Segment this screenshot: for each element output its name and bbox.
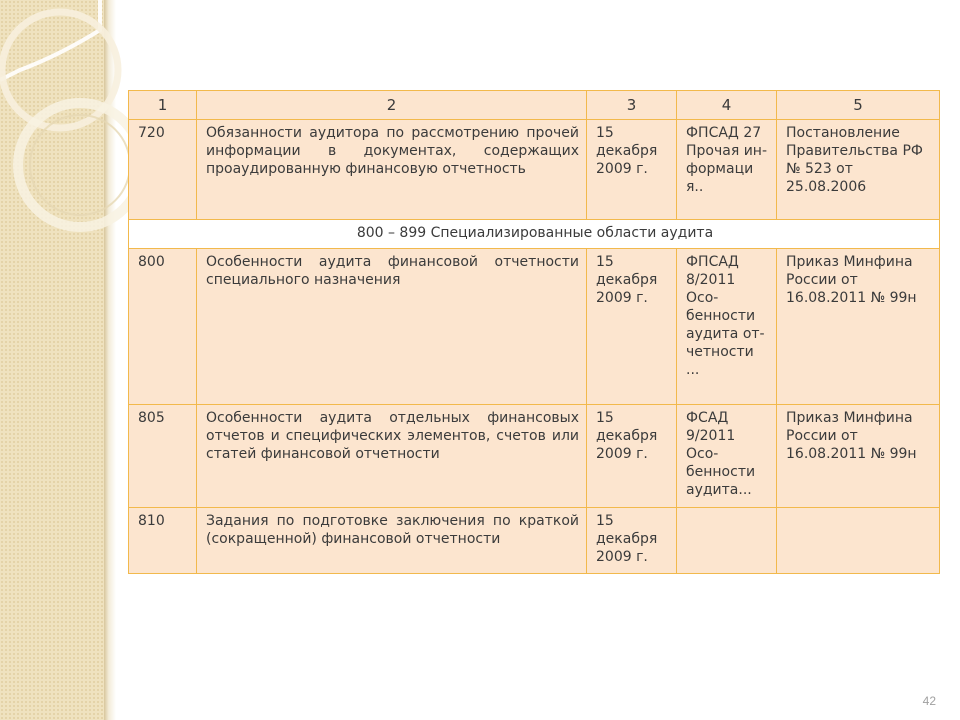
legal-act: Постановление Правительства РФ № 523 от 25.08.2006 <box>777 120 940 220</box>
standard-title: Особенности аудита отдельных финансовых отчетов и специфических элементов, счетов или статей финансовой отчетности <box>197 405 587 508</box>
legal-act <box>777 508 940 574</box>
column-header-4: 4 <box>677 91 777 120</box>
page-number: 42 <box>922 694 936 708</box>
legal-act: Приказ Минфина России от 16.08.2011 № 99н <box>777 249 940 405</box>
standard-title: Особенности аудита финансовой отчетности специального назначения <box>197 249 587 405</box>
standard-code: 800 <box>129 249 197 405</box>
federal-standard <box>677 508 777 574</box>
effective-date: 15 декабря 2009 г. <box>587 508 677 574</box>
section-row <box>129 220 940 249</box>
federal-standard: ФПСАД 8/2011 Осо-бенности аудита от-четности ... <box>677 249 777 405</box>
legal-act: Приказ Минфина России от 16.08.2011 № 99н <box>777 405 940 508</box>
federal-standard: ФПСАД 27 Прочая ин-формаци я.. <box>677 120 777 220</box>
standard-code: 805 <box>129 405 197 508</box>
standards-table <box>128 90 940 574</box>
standard-code: 810 <box>129 508 197 574</box>
table-row <box>129 120 940 220</box>
effective-date: 15 декабря 2009 г. <box>587 405 677 508</box>
column-header-5: 5 <box>777 91 940 120</box>
table-row <box>129 405 940 508</box>
section-range: 800 – 899 <box>356 225 427 241</box>
effective-date: 15 декабря 2009 г. <box>587 120 677 220</box>
effective-date: 15 декабря 2009 г. <box>587 249 677 405</box>
column-header-1: 1 <box>129 91 197 120</box>
side-panel-edge <box>104 0 116 720</box>
section-title: Специализированные области аудита <box>430 225 714 241</box>
standard-title: Задания по подготовке заключения по краткой (сокращенной) финансовой отчетности <box>197 508 587 574</box>
standard-code: 720 <box>129 120 197 220</box>
table-row <box>129 249 940 405</box>
column-header-2: 2 <box>197 91 587 120</box>
standard-title: Обязанности аудитора по рассмотрению прочей информации в документах, содержащих проаудированную финансовую отчетность <box>197 120 587 220</box>
header-row <box>129 91 940 120</box>
federal-standard: ФСАД 9/2011 Осо-бенности аудита... <box>677 405 777 508</box>
column-header-3: 3 <box>587 91 677 120</box>
table-row <box>129 508 940 574</box>
decorative-side-panel <box>0 0 104 720</box>
